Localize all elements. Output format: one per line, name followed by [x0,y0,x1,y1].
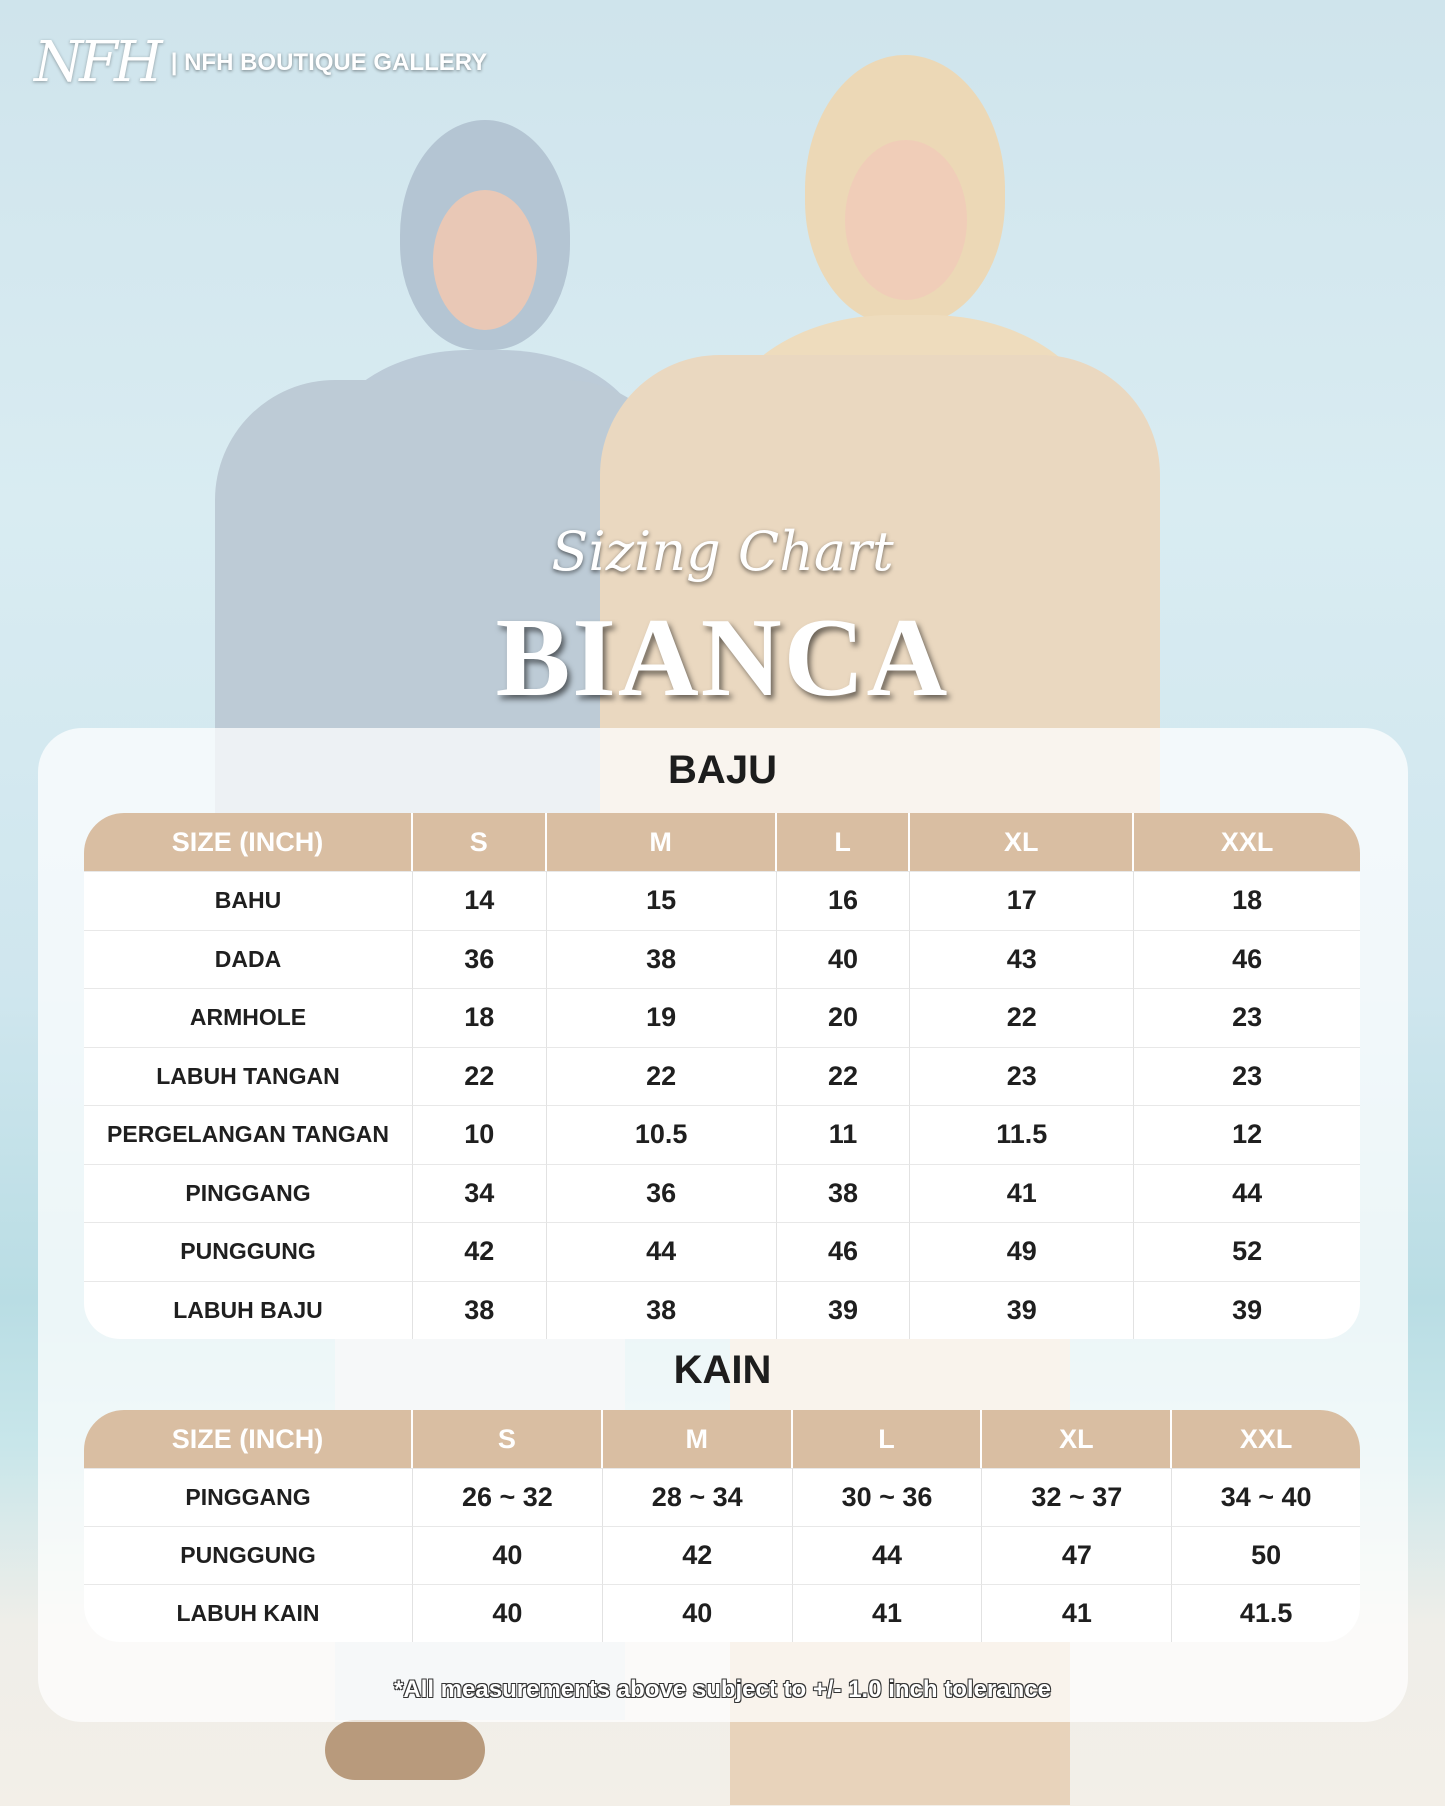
table-cell: 12 [1134,1105,1360,1164]
table-cell: 11 [777,1105,911,1164]
table-cell: 41 [793,1584,983,1642]
baju-heading: BAJU [668,748,777,792]
table-cell: 23 [1134,988,1360,1047]
table-cell: 38 [547,930,777,989]
brand-logo [34,30,487,95]
table-cell: 42 [413,1222,547,1281]
sizing-chart-title: Sizing Chart [551,520,894,583]
table-cell: 39 [777,1281,911,1340]
baju-size-table [84,813,1360,1339]
table-cell: 34 [413,1164,547,1223]
table-cell: 23 [910,1047,1134,1106]
row-label: PERGELANGAN TANGAN [84,1105,413,1164]
table-row [84,871,1360,930]
model-left-face [433,190,537,330]
table-row [84,1164,1360,1223]
model-right-face [845,140,967,300]
table-cell: 40 [603,1584,793,1642]
row-label: PINGGANG [84,1164,413,1223]
table-cell: 22 [547,1047,777,1106]
row-label: LABUH KAIN [84,1584,413,1642]
table-cell: 19 [547,988,777,1047]
product-name-title: BIANCA [495,596,950,720]
table-cell: 44 [1134,1164,1360,1223]
table-cell: 18 [413,988,547,1047]
table-cell: 16 [777,871,911,930]
table-cell: 22 [413,1047,547,1106]
table-cell: 22 [777,1047,911,1106]
table-row [84,1526,1360,1584]
table-cell: 38 [547,1281,777,1340]
table-cell: 40 [413,1584,603,1642]
table-cell: 38 [777,1164,911,1223]
table-cell: 10.5 [547,1105,777,1164]
table-cell: 41 [982,1584,1172,1642]
column-header: XXL [1172,1410,1360,1468]
table-cell: 41 [910,1164,1134,1223]
model-left-shoes [325,1720,485,1780]
table-header-row [84,813,1360,871]
table-cell: 36 [547,1164,777,1223]
table-cell: 43 [910,930,1134,989]
column-header: S [413,1410,603,1468]
table-cell: 15 [547,871,777,930]
table-cell: 39 [1134,1281,1360,1340]
row-label: PUNGGUNG [84,1526,413,1584]
table-cell: 14 [413,871,547,930]
row-label: DADA [84,930,413,989]
table-cell: 32 ~ 37 [982,1468,1172,1526]
table-row [84,1105,1360,1164]
table-cell: 28 ~ 34 [603,1468,793,1526]
table-cell: 46 [777,1222,911,1281]
column-header: XL [910,813,1134,871]
table-row [84,988,1360,1047]
column-header: L [777,813,911,871]
table-cell: 44 [793,1526,983,1584]
table-cell: 26 ~ 32 [413,1468,603,1526]
column-header: M [603,1410,793,1468]
column-header: XXL [1134,813,1360,871]
row-label: LABUH TANGAN [84,1047,413,1106]
table-row [84,930,1360,989]
column-header: L [793,1410,983,1468]
table-cell: 23 [1134,1047,1360,1106]
table-cell: 20 [777,988,911,1047]
table-cell: 17 [910,871,1134,930]
table-cell: 11.5 [910,1105,1134,1164]
table-cell: 39 [910,1281,1134,1340]
table-cell: 18 [1134,871,1360,930]
table-cell: 30 ~ 36 [793,1468,983,1526]
table-cell: 44 [547,1222,777,1281]
table-cell: 42 [603,1526,793,1584]
column-header: SIZE (INCH) [84,1410,413,1468]
row-label: BAHU [84,871,413,930]
table-cell: 47 [982,1526,1172,1584]
table-cell: 41.5 [1172,1584,1360,1642]
kain-size-table [84,1410,1360,1642]
table-cell: 36 [413,930,547,989]
table-row [84,1584,1360,1642]
table-row [84,1468,1360,1526]
column-header: M [547,813,777,871]
table-cell: 46 [1134,930,1360,989]
table-cell: 10 [413,1105,547,1164]
table-row [84,1047,1360,1106]
row-label: PINGGANG [84,1468,413,1526]
table-cell: 22 [910,988,1134,1047]
row-label: LABUH BAJU [84,1281,413,1340]
table-cell: 38 [413,1281,547,1340]
table-row [84,1281,1360,1340]
row-label: PUNGGUNG [84,1222,413,1281]
kain-heading: KAIN [673,1348,772,1392]
table-row [84,1222,1360,1281]
table-cell: 49 [910,1222,1134,1281]
table-cell: 40 [413,1526,603,1584]
table-cell: 40 [777,930,911,989]
tolerance-footnote: *All measurements above subject to +/- 1.0 inch tolerance [394,1676,1051,1703]
table-cell: 52 [1134,1222,1360,1281]
column-header: SIZE (INCH) [84,813,413,871]
row-label: ARMHOLE [84,988,413,1047]
brand-name: | NFH BOUTIQUE GALLERY [170,48,488,76]
column-header: S [413,813,547,871]
table-cell: 34 ~ 40 [1172,1468,1360,1526]
logo-mark: NFH [34,30,159,95]
column-header: XL [982,1410,1172,1468]
table-cell: 50 [1172,1526,1360,1584]
table-header-row [84,1410,1360,1468]
